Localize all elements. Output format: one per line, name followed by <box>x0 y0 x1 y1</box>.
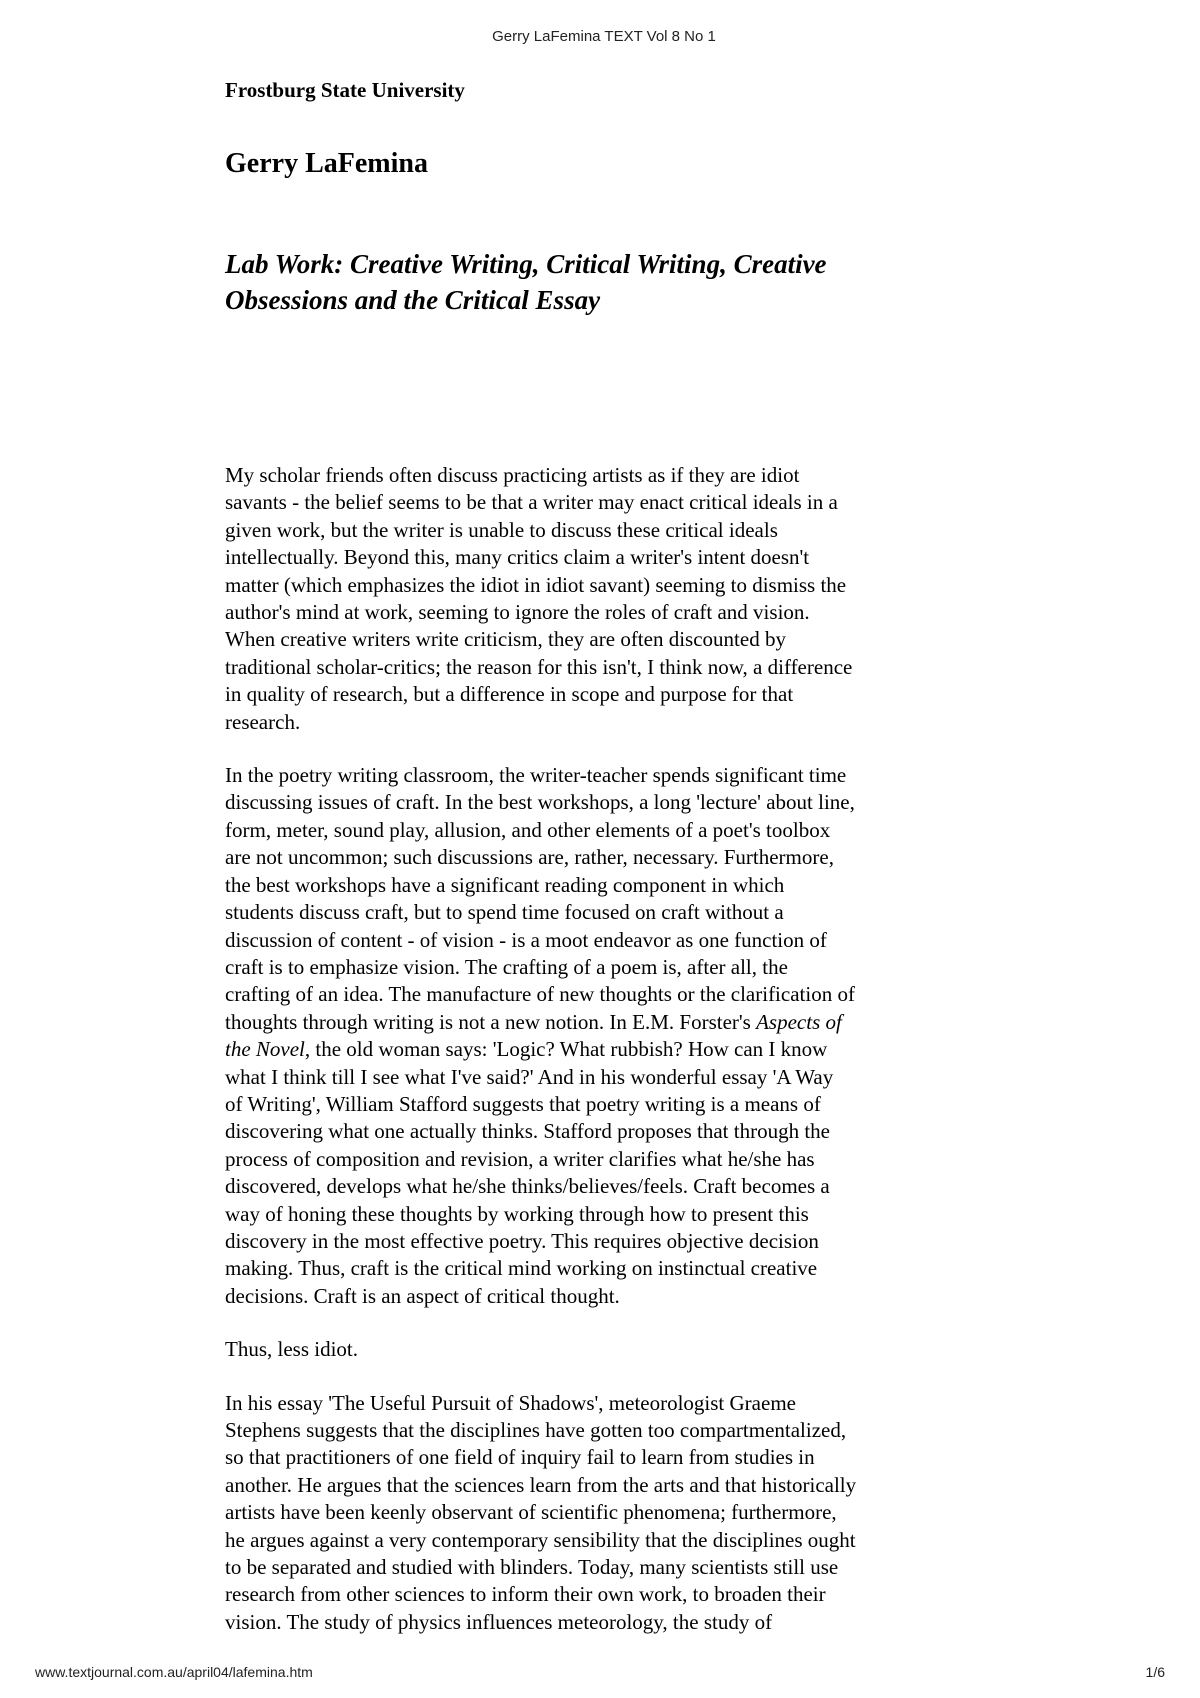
essay-title-line: Lab Work: Creative Writing, Critical Writing, Creative <box>225 249 827 279</box>
text-line: My scholar friends often discuss practicing artists as if they are idiot <box>225 463 800 487</box>
text-line: When creative writers write criticism, they are often discounted by <box>225 627 786 652</box>
text-line: to be separated and studied with blinders. Today, many scientists still use <box>225 1555 839 1580</box>
text-line: what I think till I see what I've said?' And in his wonderful essay 'A Way <box>225 1064 834 1089</box>
text-segment: thoughts through writing is not a new notion. In E.M. Forster's <box>225 1009 757 1034</box>
text-line: discussion of content - of vision - is a moot endeavor as one function of <box>225 927 827 952</box>
text-line: another. He argues that the sciences learn from the arts and that historically <box>225 1472 857 1497</box>
text-line: vision. The study of physics influences meteorology, the study of <box>225 1609 773 1634</box>
print-header <box>0 28 1200 45</box>
text-line: decisions. Craft is an aspect of critical thought. <box>225 1283 620 1308</box>
text-line: of Writing', William Stafford suggests that poetry writing is a means of <box>225 1091 821 1116</box>
text-line: research. <box>225 709 301 734</box>
text-line: discovery in the most effective poetry. This requires objective decision <box>225 1228 819 1253</box>
text-line: he argues against a very contemporary sensibility that the disciplines ought <box>225 1527 856 1552</box>
essay-title-line: Obsessions and the Critical Essay <box>225 285 601 315</box>
text-line: so that practitioners of one field of inquiry fail to learn from studies in <box>225 1445 815 1470</box>
text-line: craft is to emphasize vision. The crafting of a poem is, after all, the <box>225 954 788 979</box>
text-line: crafting of an idea. The manufacture of new thoughts or the clarification of <box>225 982 855 1007</box>
text-line: process of composition and revision, a writer clarifies what he/she has <box>225 1146 815 1171</box>
text-segment: , the old woman says: 'Logic? What rubbish? How can I know <box>304 1037 828 1062</box>
text-line: students discuss craft, but to spend time focused on craft without a <box>225 900 784 925</box>
article <box>225 76 985 1634</box>
text-line: artists have been keenly observant of scientific phenomena; furthermore, <box>225 1500 837 1525</box>
text-line: traditional scholar-critics; the reason for this isn't, I think now, a difference <box>225 654 853 679</box>
text-line: In his essay 'The Useful Pursuit of Shadows', meteorologist Graeme <box>225 1390 796 1415</box>
page-number: 1/6 <box>1145 1664 1165 1680</box>
text-line: discovering what one actually thinks. Stafford proposes that through the <box>225 1119 830 1144</box>
text-line: are not uncommon; such discussions are, rather, necessary. Furthermore, <box>225 845 834 870</box>
text-line: form, meter, sound play, allusion, and other elements of a poet's toolbox <box>225 817 831 842</box>
text-line: author's mind at work, seeming to ignore the roles of craft and vision. <box>225 600 810 625</box>
book-title-italic: the Novel <box>225 1037 305 1062</box>
text-line: In the poetry writing classroom, the writer-teacher spends significant time <box>225 763 847 788</box>
institution-name: Frostburg State University <box>225 78 465 102</box>
text-line: Thus, less idiot. <box>225 1337 359 1362</box>
author-name: Gerry LaFemina <box>225 148 428 179</box>
text-line: the best workshops have a significant reading component in which <box>225 872 785 897</box>
paragraph <box>225 1390 985 1637</box>
book-title-italic: Aspects of <box>756 1009 842 1034</box>
text-line: intellectually. Beyond this, many critics claim a writer's intent doesn't <box>225 545 810 570</box>
paragraph <box>225 762 985 1310</box>
page-url: www.textjournal.com.au/april04/lafemina.htm <box>35 1664 313 1680</box>
text-line: savants - the belief seems to be that a writer may enact critical ideals in a <box>225 490 838 515</box>
text-line: discovered, develops what he/she thinks/believes/feels. Craft becomes a <box>225 1174 830 1199</box>
text-line: in quality of research, but a difference in scope and purpose for that <box>225 682 794 707</box>
text-line: given work, but the writer is unable to discuss these critical ideals <box>225 517 778 542</box>
text-line: way of honing these thoughts by working through how to present this <box>225 1201 809 1226</box>
text-line: making. Thus, craft is the critical mind working on instinctual creative <box>225 1256 818 1281</box>
text-line: Stephens suggests that the disciplines have gotten too compartmentalized, <box>225 1418 847 1442</box>
paragraph <box>225 462 985 736</box>
paragraph <box>225 1336 985 1363</box>
text-line: matter (which emphasizes the idiot in idiot savant) seeming to dismiss the <box>225 572 847 597</box>
text-line <box>225 1036 985 1063</box>
text-line <box>225 1009 985 1036</box>
text-line: discussing issues of craft. In the best workshops, a long 'lecture' about line, <box>225 790 855 815</box>
running-title: Gerry LaFemina TEXT Vol 8 No 1 <box>492 28 716 45</box>
essay-title <box>225 246 965 318</box>
text-line: research from other sciences to inform their own work, to broaden their <box>225 1582 826 1607</box>
article-body <box>225 462 985 1662</box>
